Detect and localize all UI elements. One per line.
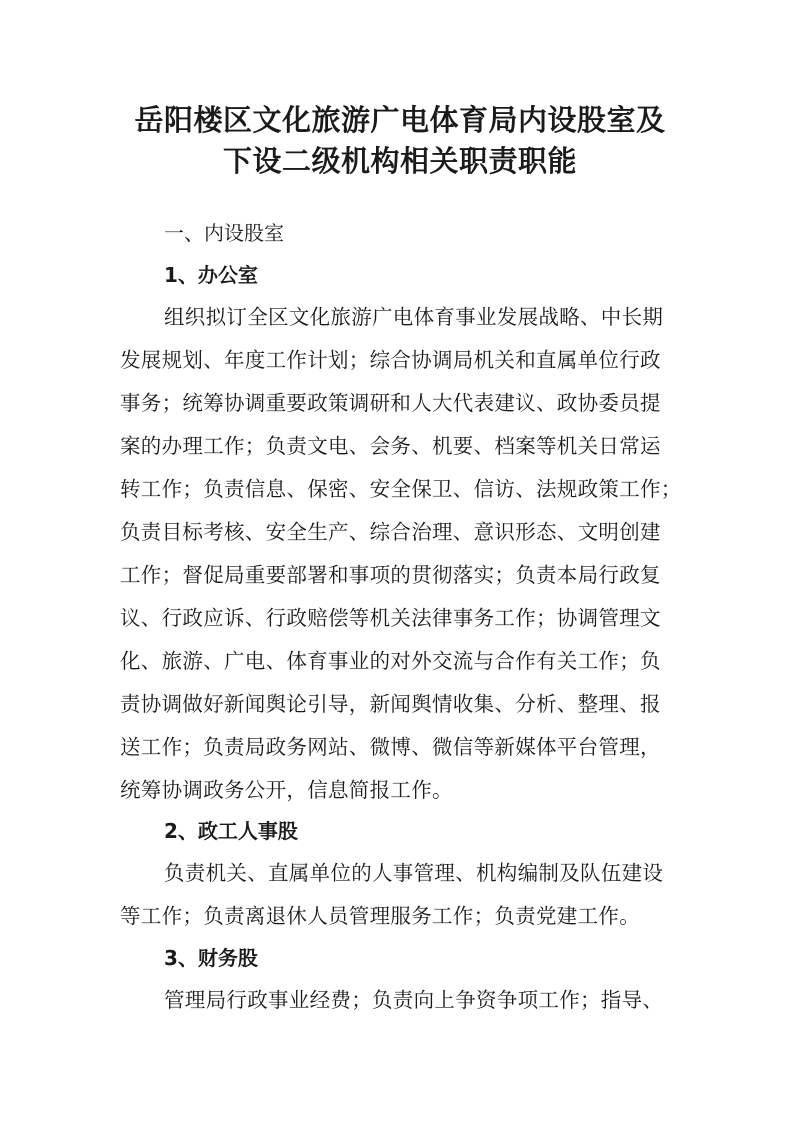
document-title-line-1: 岳阳楼区文化旅游广电体育局内设股室及 bbox=[134, 103, 666, 137]
paragraph-line: 送工作；负责局政务网站、微博、微信等新媒体平台管理， bbox=[120, 735, 661, 759]
subsection-heading-finance: 3、财务股 bbox=[164, 946, 258, 970]
paragraph-line: 化、旅游、广电、体育事业的对外交流与合作有关工作；负 bbox=[120, 649, 661, 673]
paragraph-line: 统筹协调政务公开，信息简报工作。 bbox=[120, 778, 453, 802]
paragraph-line: 等工作；负责离退休人员管理服务工作；负责党建工作。 bbox=[120, 904, 640, 928]
paragraph-line: 议、行政应诉、行政赔偿等机关法律事务工作；协调管理文 bbox=[120, 606, 661, 630]
paragraph-line: 转工作；负责信息、保密、安全保卫、信访、法规政策工作； bbox=[120, 477, 682, 501]
subsection-heading-office: 1、办公室 bbox=[164, 263, 258, 287]
paragraph-line: 事务；统筹协调重要政策调研和人大代表建议、政协委员提 bbox=[120, 391, 661, 415]
paragraph-line: 管理局行政事业经费；负责向上争资争项工作；指导、 bbox=[164, 988, 664, 1012]
document-title-line-2: 下设二级机构相关职责职能 bbox=[222, 144, 577, 178]
paragraph-line: 发展规划、年度工作计划；综合协调局机关和直属单位行政 bbox=[120, 348, 661, 372]
paragraph-line: 工作；督促局重要部署和事项的贯彻落实；负责本局行政复 bbox=[120, 563, 661, 587]
subsection-heading-personnel: 2、政工人事股 bbox=[164, 819, 298, 843]
section-heading: 一、内设股室 bbox=[164, 221, 284, 245]
paragraph-line: 负责机关、直属单位的人事管理、机构编制及队伍建设 bbox=[164, 861, 664, 885]
paragraph-line: 案的办理工作；负责文电、会务、机要、档案等机关日常运 bbox=[120, 434, 661, 458]
paragraph-line: 组织拟订全区文化旅游广电体育事业发展战略、中长期 bbox=[164, 305, 664, 329]
paragraph-line: 负责目标考核、安全生产、综合治理、意识形态、文明创建 bbox=[120, 520, 661, 544]
paragraph-line: 责协调做好新闻舆论引导，新闻舆情收集、分析、整理、报 bbox=[120, 692, 661, 716]
